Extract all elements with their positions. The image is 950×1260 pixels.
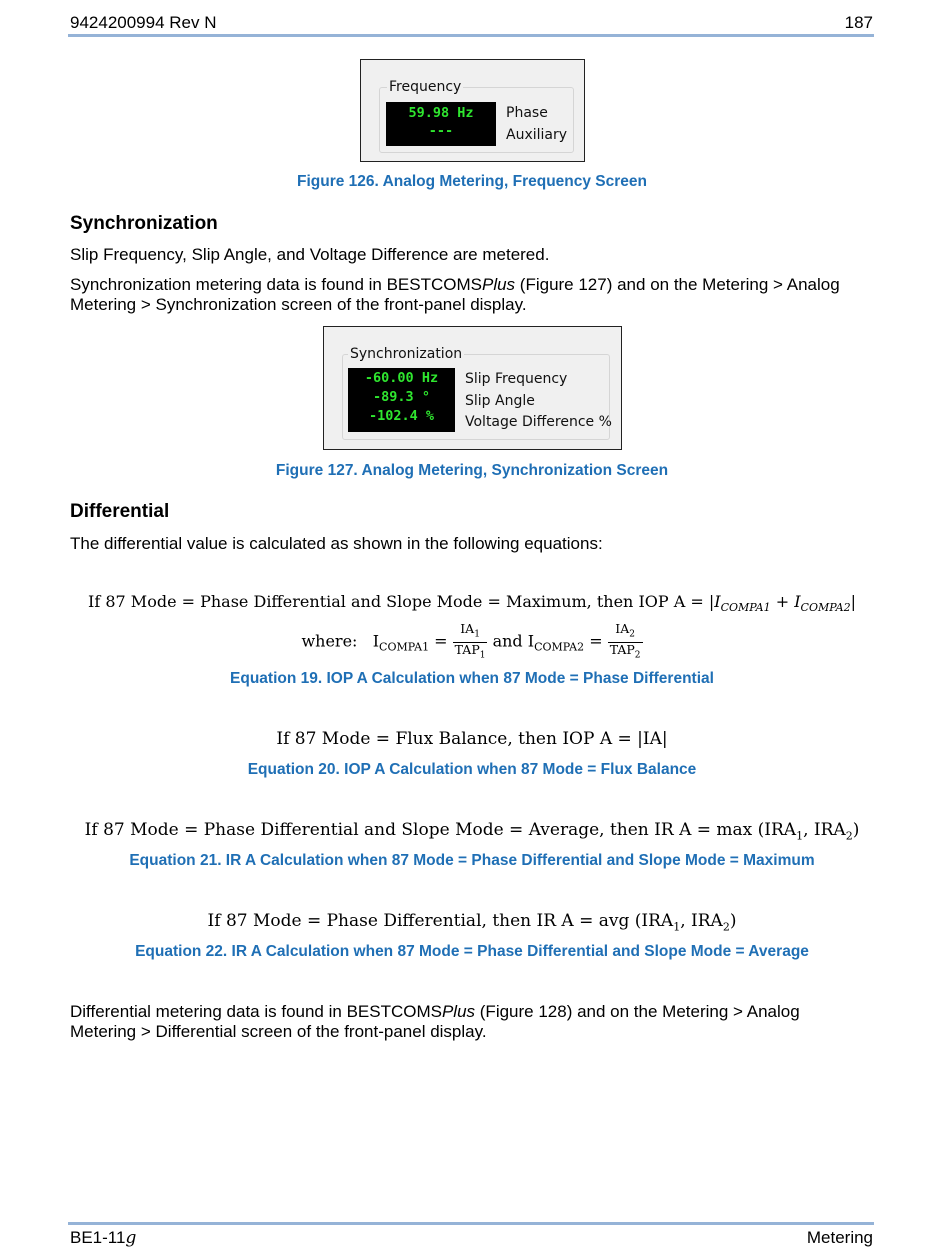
synchronization-group-title: Synchronization xyxy=(350,346,463,362)
fraction-ia1-tap1: $\frac{IA_1}{TAP_1}$ xyxy=(454,621,486,660)
footer-product: BE1-11g xyxy=(70,1228,137,1248)
figure-126-caption: Figure 126. Analog Metering, Frequency Screen xyxy=(297,173,647,190)
equation-19-caption: Equation 19. IOP A Calculation when 87 Mode = Phase Differential xyxy=(230,670,714,687)
synchronization-heading: Synchronization xyxy=(70,213,218,234)
equation-21: If 87 Mode = Phase Differential and Slope Mode = Average, then IR $A = \max (IRA_1$, $IRA_2$) xyxy=(84,820,860,843)
differential-para: Differential metering data is found in BESTCOMSPlus (Figure 128) and on the Metering > Analog Metering > Differential screen of the front-panel display. xyxy=(70,1002,800,1041)
frequency-phase-value: 59.98 Hz xyxy=(408,105,474,121)
equation-20-caption: Equation 20. IOP A Calculation when 87 Mode = Flux Balance xyxy=(247,761,697,778)
footer-section: Metering xyxy=(806,1228,873,1247)
synchronization-lcd-display xyxy=(348,368,455,432)
synchronization-para-2: Synchronization metering data is found in BESTCOMSPlus (Figure 127) and on the Metering > Analog Metering > Synchronization screen of the front-panel display. xyxy=(70,275,840,314)
equation-22: If 87 Mode = Phase Differential, then IR A = avg ($IRA_1$, $IRA_2$) xyxy=(207,911,737,934)
differential-heading: Differential xyxy=(70,501,170,522)
equation-19-line-1: If 87 Mode = Phase Differential and Slope Mode = Maximum, then IOP $A = |I_{COMPA1} + I_{COMPA2}|$ xyxy=(88,592,856,615)
slip-angle-value: -89.3 ° xyxy=(373,389,430,405)
voltage-difference-value: -102.4 % xyxy=(368,408,435,424)
header-doc-id: 9424200994 Rev N xyxy=(70,13,217,32)
figure-127-caption: Figure 127. Analog Metering, Synchronization Screen xyxy=(275,462,669,479)
differential-intro: The differential value is calculated as shown in the following equations: xyxy=(70,534,603,553)
frequency-group-title: Frequency xyxy=(389,79,462,95)
frequency-aux-label: Auxiliary xyxy=(506,127,568,143)
equation-22-caption: Equation 22. IR A Calculation when 87 Mode = Phase Differential and Slope Mode = Average xyxy=(135,943,809,960)
header-rule xyxy=(68,34,874,37)
synchronization-para-1: Slip Frequency, Slip Angle, and Voltage Difference are metered. xyxy=(70,245,550,264)
frequency-panel-figure xyxy=(360,59,585,162)
frequency-phase-label: Phase xyxy=(506,105,548,121)
equation-21-caption: Equation 21. IR A Calculation when 87 Mode = Phase Differential and Slope Mode = Maximum xyxy=(129,852,815,869)
frequency-aux-value: --- xyxy=(428,123,454,139)
synchronization-panel-figure xyxy=(323,326,622,450)
slip-frequency-value: -60.00 Hz xyxy=(364,370,439,386)
slip-frequency-label: Slip Frequency xyxy=(465,371,568,387)
equation-20: If 87 Mode = Flux Balance, then IOP A = |IA| xyxy=(276,729,668,749)
voltage-difference-label: Voltage Difference % xyxy=(465,414,612,430)
footer-rule xyxy=(68,1222,874,1225)
equation-19-line-2: where: $I_{COMPA1}$ = $\frac{IA_1}{TAP_1}$ and $I_{COMPA2}$ = $\frac{IA_2}{TAP_2}$ xyxy=(301,621,641,660)
header-page-number: 187 xyxy=(844,13,873,32)
slip-angle-label: Slip Angle xyxy=(465,393,535,409)
frequency-lcd-display xyxy=(386,102,496,146)
fraction-ia2-tap2: $\frac{IA_2}{TAP_2}$ xyxy=(609,621,641,660)
